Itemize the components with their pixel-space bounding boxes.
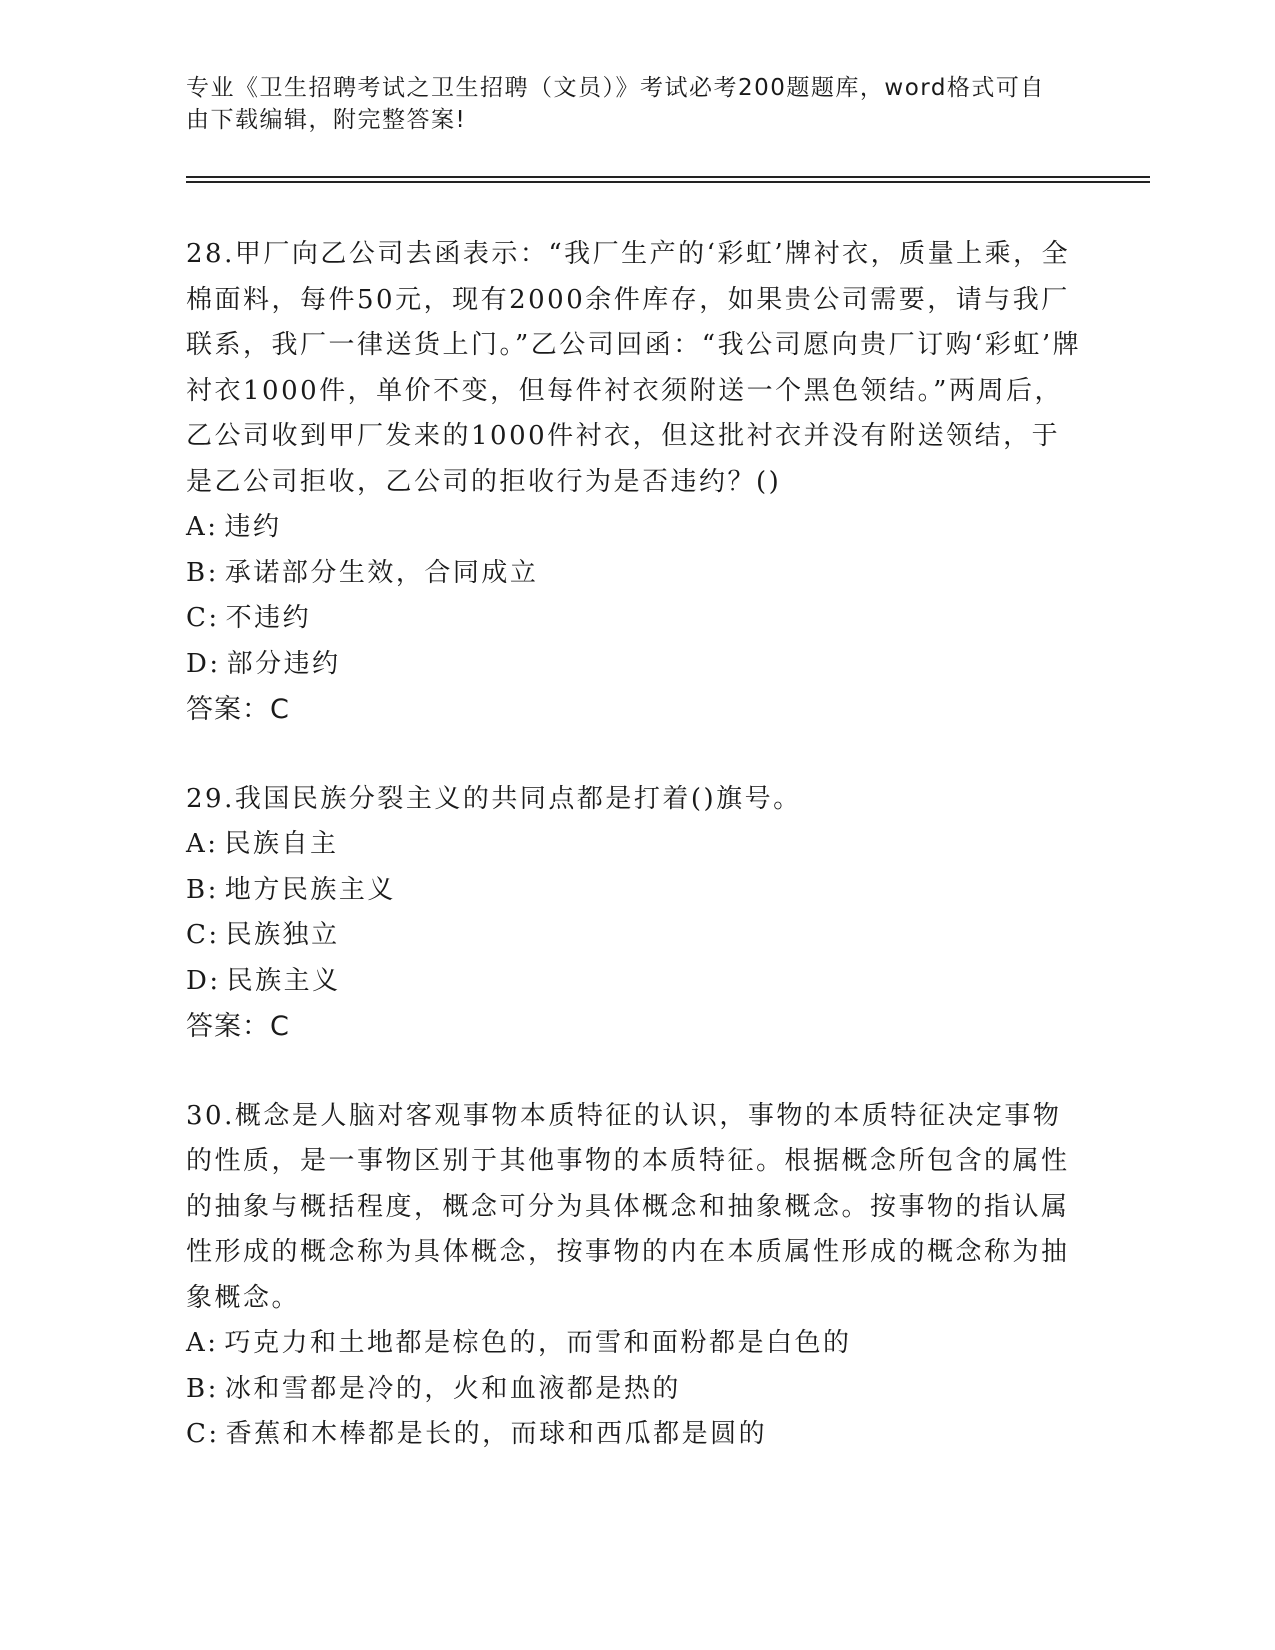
option-text: 地方民族主义 bbox=[224, 874, 396, 905]
option-letter: B: bbox=[186, 557, 219, 588]
option-d bbox=[186, 642, 1086, 688]
question-stem: 30.概念是人脑对客观事物本质特征的认识，事物的本质特征决定事物的性质，是一事物区别于其他事物的本质特征。根据概念所包含的属性的抽象与概括程度，概念可分为具体概念和抽象概念。按事物的指认属性形成的概念称为具体概念，按事物的内在本质属性形成的概念称为抽象概念。 bbox=[186, 1100, 1070, 1313]
option-text: 民族主义 bbox=[226, 965, 341, 996]
option-text: 冰和雪都是冷的，火和血液都是热的 bbox=[224, 1373, 681, 1404]
option-d bbox=[186, 959, 1086, 1005]
option-letter: B: bbox=[186, 1373, 219, 1404]
option-text: 民族独立 bbox=[225, 920, 340, 950]
question-stem: 29.我国民族分裂主义的共同点都是打着()旗号。 bbox=[186, 783, 802, 814]
question-28 bbox=[186, 232, 1086, 733]
option-letter: B: bbox=[186, 874, 219, 905]
header-rule-top bbox=[186, 176, 1150, 178]
option-c bbox=[186, 596, 1086, 642]
option-a bbox=[186, 822, 1086, 868]
option-letter: A: bbox=[186, 829, 219, 859]
answer-line: 答案：C bbox=[186, 694, 290, 725]
option-b bbox=[186, 1367, 1086, 1413]
option-text: 巧克力和土地都是棕色的，而雪和面粉都是白色的 bbox=[224, 1328, 852, 1358]
option-text: 部分违约 bbox=[226, 648, 341, 679]
option-letter: D: bbox=[186, 648, 221, 679]
option-letter: C: bbox=[186, 920, 220, 950]
document-header: 专业《卫生招聘考试之卫生招聘（文员）》考试必考200题题库，word格式可自由下载编辑，附完整答案! bbox=[186, 75, 1045, 133]
option-a bbox=[186, 505, 1086, 551]
option-letter: C: bbox=[186, 603, 220, 633]
option-text: 承诺部分生效，合同成立 bbox=[224, 557, 539, 588]
option-c bbox=[186, 1412, 1086, 1458]
answer-line: 答案：C bbox=[186, 1011, 290, 1042]
option-letter: A: bbox=[186, 1328, 219, 1358]
option-letter: A: bbox=[186, 512, 219, 542]
option-text: 民族自主 bbox=[224, 829, 339, 859]
option-c bbox=[186, 913, 1086, 959]
question-29 bbox=[186, 777, 1086, 1050]
option-text: 不违约 bbox=[225, 603, 312, 633]
question-30 bbox=[186, 1094, 1086, 1458]
question-list bbox=[186, 232, 1086, 1502]
option-letter: D: bbox=[186, 965, 221, 996]
option-b bbox=[186, 551, 1086, 597]
option-text: 香蕉和木棒都是长的，而球和西瓜都是圆的 bbox=[225, 1419, 768, 1449]
option-a bbox=[186, 1321, 1086, 1367]
header-rule-bottom bbox=[186, 181, 1150, 183]
option-text: 违约 bbox=[224, 512, 282, 542]
option-b bbox=[186, 868, 1086, 914]
question-stem: 28.甲厂向乙公司去函表示：“我厂生产的‘彩虹’牌衬衣，质量上乘，全棉面料，每件50元，现有2000余件库存，如果贵公司需要，请与我厂联系，我厂一律送货上门。”乙公司回函：“我公司愿向贵厂订购‘彩虹’牌衬衣1000件，单价不变，但每件衬衣须附送一个黑色领结。”两周后，乙公司收到甲厂发来的1000件衬衣，但这批衬衣并没有附送领结，于是乙公司拒收，乙公司的拒收行为是否违约？() bbox=[186, 239, 1082, 497]
option-letter: C: bbox=[186, 1419, 220, 1449]
